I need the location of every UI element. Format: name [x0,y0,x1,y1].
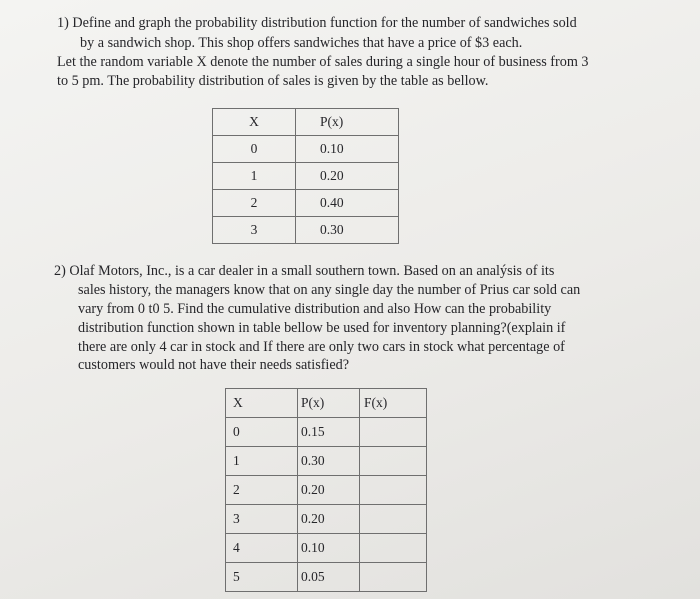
table-row [226,534,427,563]
table-header-row [226,389,427,418]
cell-x: 5 [226,563,298,592]
cell-x: 3 [213,217,296,244]
cell-fx [360,505,427,534]
q1-line-2: by a sandwich shop. This shop offers sandwiches that have a price of $3 each. [80,35,523,51]
table-row [213,190,399,217]
cell-px: 0.05 [298,563,360,592]
q2-line-6: customers would not have their needs satisfied? [78,357,350,373]
header-x: X [226,389,298,418]
table-row [213,217,399,244]
header-px: P(x) [296,109,399,136]
cell-x: 2 [226,476,298,505]
cell-fx [360,476,427,505]
table-row [226,476,427,505]
table-row [226,563,427,592]
table-row [226,447,427,476]
q2-line-2: sales history, the managers know that on any single day the number of Prius car sold can [78,282,581,298]
table-row [226,505,427,534]
q1-line-3: Let the random variable X denote the number of sales during a single hour of business from 3 [57,54,589,70]
table-row [213,163,399,190]
cell-px: 0.10 [296,136,399,163]
table-row [226,418,427,447]
q1-line-1: 1) Define and graph the probability distribution function for the number of sandwiches sold [57,15,577,31]
cell-px: 0.20 [296,163,399,190]
cell-x: 0 [226,418,298,447]
cell-fx [360,563,427,592]
q2-distribution-table [225,388,427,592]
cell-fx [360,534,427,563]
q2-line-3: vary from 0 t0 5. Find the cumulative distribution and also How can the probability [78,301,552,317]
cell-px: 0.20 [298,505,360,534]
header-fx: F(x) [360,389,427,418]
q1-probability-table [212,108,399,244]
cell-x: 1 [226,447,298,476]
q1-line-4: to 5 pm. The probability distribution of sales is given by the table as bellow. [57,73,489,89]
cell-x: 0 [213,136,296,163]
q2-line-1: 2) Olaf Motors, Inc., is a car dealer in a small southern town. Based on an analýsis of its [54,263,555,279]
cell-x: 4 [226,534,298,563]
header-x: X [213,109,296,136]
header-px: P(x) [298,389,360,418]
table-header-row [213,109,399,136]
cell-x: 3 [226,505,298,534]
cell-px: 0.30 [298,447,360,476]
q2-line-4: distribution function shown in table bellow be used for inventory planning?(explain if [78,320,566,336]
cell-px: 0.10 [298,534,360,563]
cell-px: 0.40 [296,190,399,217]
cell-px: 0.15 [298,418,360,447]
cell-fx [360,447,427,476]
table-row [213,136,399,163]
cell-fx [360,418,427,447]
cell-px: 0.20 [298,476,360,505]
cell-x: 2 [213,190,296,217]
cell-px: 0.30 [296,217,399,244]
q2-line-5: there are only 4 car in stock and If there are only two cars in stock what percentage of [78,339,565,355]
cell-x: 1 [213,163,296,190]
